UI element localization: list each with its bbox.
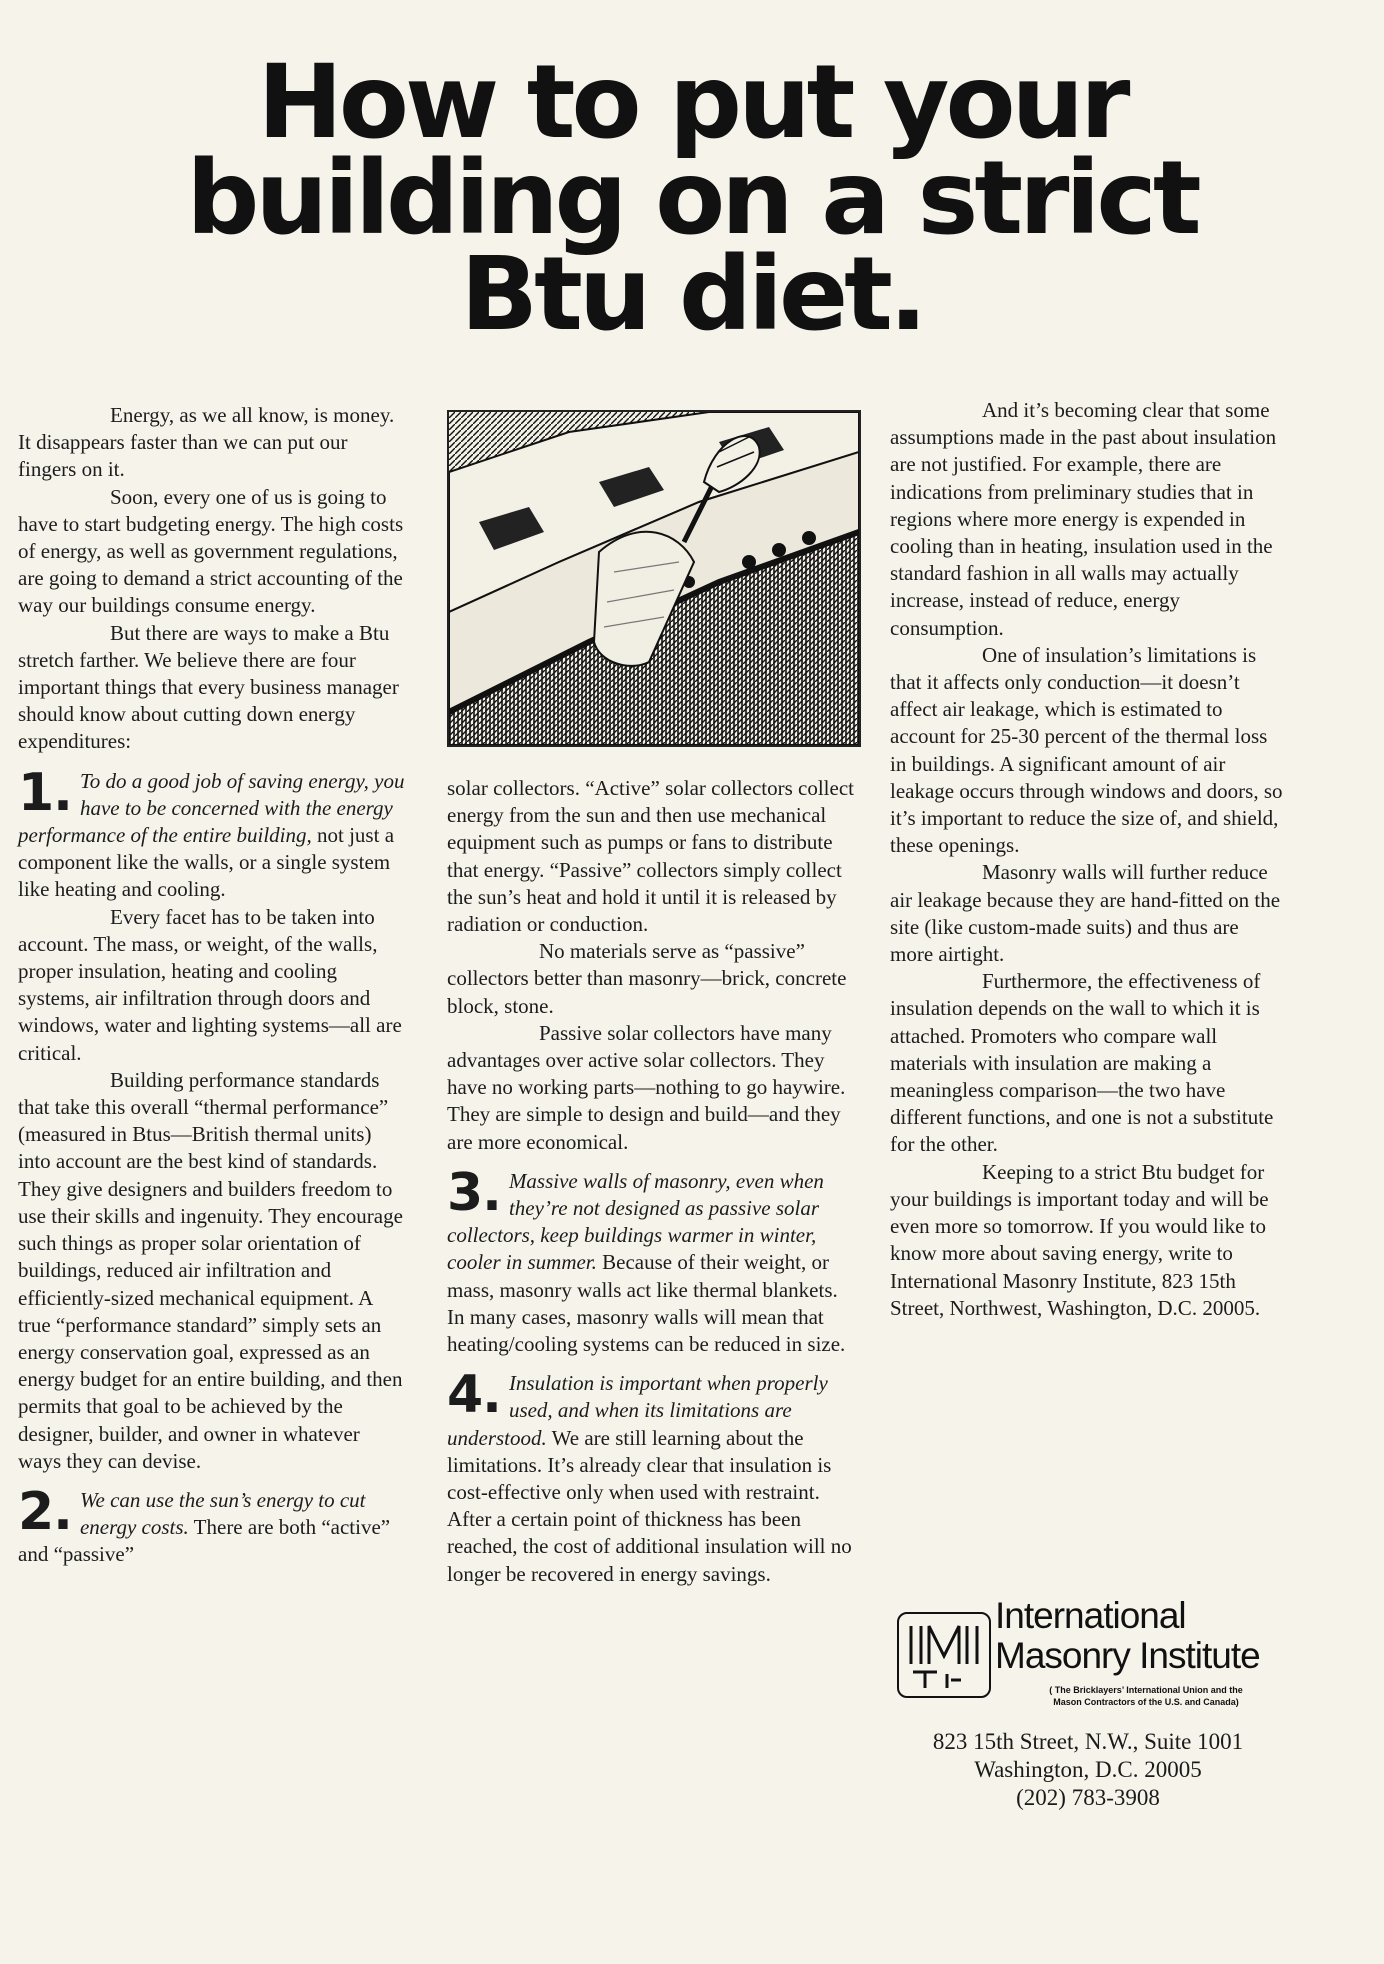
headline-line-2: building on a strict	[186, 139, 1198, 258]
column-middle	[447, 775, 855, 1588]
headline-line-1: How to put your	[257, 43, 1127, 162]
point-1	[18, 762, 408, 904]
trowel-on-block-wall-image	[449, 412, 859, 745]
point-3	[447, 1162, 855, 1358]
point-2-text: There are both “active” and “passive”	[18, 1515, 391, 1567]
col3-paragraph-4: Furthermore, the effectiveness of insulation depends on the wall to which it is attached. Promoters who compare wall materials with insulation are making a meaningless comparison—the two have different functions, and one is not a substitute for the other.	[890, 969, 1274, 1157]
col1-paragraph-3: But there are ways to make a Btu stretch farther. We believe there are four important things that every business manager should know about cutting down energy expenditures:	[18, 620, 399, 754]
contact-address	[893, 1728, 1283, 1812]
point-1-lead: To do a good job of saving energy, you have to be concerned with the energy performance of the entire building,	[18, 768, 405, 848]
col3-paragraph-3: Masonry walls will further reduce air leakage because they are hand-fitted on the site (like custom-made suits) and thus are more airtight.	[890, 860, 1281, 967]
point-1-number: 1.	[18, 762, 72, 823]
address-line-1: 823 15th Street, N.W., Suite 1001	[932, 1729, 1244, 1754]
logo-subtitle-line-1: ( The Bricklayers’ International Union and the	[1049, 1685, 1243, 1695]
logo-line-1: International	[995, 1595, 1186, 1636]
col1-paragraph-2: Soon, every one of us is going to have to start budgeting energy. The high costs of energy, as well as government regulations, are going to demand a strict accounting of the way our buildings consume energy.	[18, 484, 404, 618]
masonry-illustration	[447, 410, 861, 747]
imi-wordmark	[995, 1596, 1260, 1676]
logo-subtitle-line-2: Mason Contractors of the U.S. and Canada)	[1053, 1697, 1239, 1707]
address-line-2: Washington, D.C. 20005	[974, 1757, 1202, 1782]
imi-monogram-icon	[897, 1612, 991, 1698]
point-3-lead: Massive walls of masonry, even when they’re not designed as passive solar collectors, keep buildings warmer in winter, cooler in summer.	[447, 1168, 824, 1275]
point-1-text: not just a component like the walls, or a single system like heating and cooling.	[18, 823, 395, 902]
point-3-text: Because of their weight, or mass, masonry walls act like thermal blankets. In many cases, masonry walls will mean that heating/cooling systems can be reduced in size.	[447, 1250, 846, 1357]
point-3-number: 3.	[447, 1162, 501, 1223]
point-2-lead: We can use the sun’s energy to cut energy costs.	[79, 1487, 366, 1540]
point-2-number: 2.	[18, 1481, 72, 1542]
headline	[160, 43, 1224, 354]
point-4-text: We are still learning about the limitations. It’s already clear that insulation is cost-effective only when used with restraint. After a certain point of thickness has been reached, the cost of additional insulation will no longer be recovered in energy savings.	[447, 1425, 852, 1586]
col2-paragraph-1: solar collectors. “Active” solar collectors collect energy from the sun and then use mechanical equipment such as pumps or fans to distribute that energy. “Passive” collectors simply collect the sun’s heat and hold it until it is released by radiation or conduction.	[447, 776, 854, 937]
col3-paragraph-1: And it’s becoming clear that some assumptions made in the past about insulation are not justified. For example, there are indications from preliminary studies that in regions where more energy is expended in cooling than in heating, insulation used in the standard fashion in all walls may actually increase, instead of reduce, energy consumption.	[890, 398, 1277, 640]
column-left	[18, 402, 408, 1569]
point-4-number: 4.	[447, 1365, 501, 1426]
point-4	[447, 1365, 855, 1588]
col1-paragraph-4: Every facet has to be taken into account. The mass, or weight, of the walls, proper insulation, heating and cooling systems, air infiltration through doors and windows, water and lighting systems—all are critical.	[18, 904, 402, 1065]
logo-subtitle	[1001, 1684, 1291, 1708]
col1-paragraph-5: Building performance standards that take this overall “thermal performance” (measured in Btus—British thermal units) into account are the best kind of standards. They give designers and builders freedom to use their skills and ingenuity. They encourage such things as proper solar orientation of buildings, reduced air infiltration and efficiently-sized mechanical equipment. A true “performance standard” simply sets an energy conservation goal, expressed as an energy budget for an entire building, and then permits that goal to be achieved by the designer, builder, and owner in whatever ways they can devise.	[18, 1067, 403, 1473]
logo-line-2: Masonry Institute	[995, 1635, 1260, 1676]
col3-paragraph-2: One of insulation’s limitations is that it affects only conduction—it doesn’t affect air leakage, which is estimated to account for 25-30 percent of the thermal loss in buildings. A significant amount of air leakage occurs through windows and doors, so it’s important to reduce the size of, and shield, these openings.	[890, 642, 1283, 858]
point-4-lead: Insulation is important when properly used, and when its limitations are understood.	[447, 1371, 828, 1450]
imi-logo	[893, 1595, 1283, 1720]
headline-line-3: Btu diet.	[460, 235, 924, 354]
col2-paragraph-3: Passive solar collectors have many advantages over active solar collectors. They have no working parts—nothing to go haywire. They are simple to design and build—and they are more economical.	[447, 1020, 846, 1154]
column-right	[890, 397, 1285, 1322]
col1-paragraph-1: Energy, as we all know, is money. It disappears faster than we can put our fingers on it.	[18, 403, 395, 482]
address-phone: (202) 783-3908	[1016, 1785, 1160, 1810]
col2-paragraph-2: No materials serve as “passive” collectors better than masonry—brick, concrete block, stone.	[447, 939, 847, 1018]
point-2	[18, 1481, 408, 1569]
col3-paragraph-5: Keeping to a strict Btu budget for your buildings is important today and will be even more so tomorrow. If you would like to know more about saving energy, write to International Masonry Institute, 823 15th Street, Northwest, Washington, D.C. 20005.	[890, 1159, 1269, 1320]
